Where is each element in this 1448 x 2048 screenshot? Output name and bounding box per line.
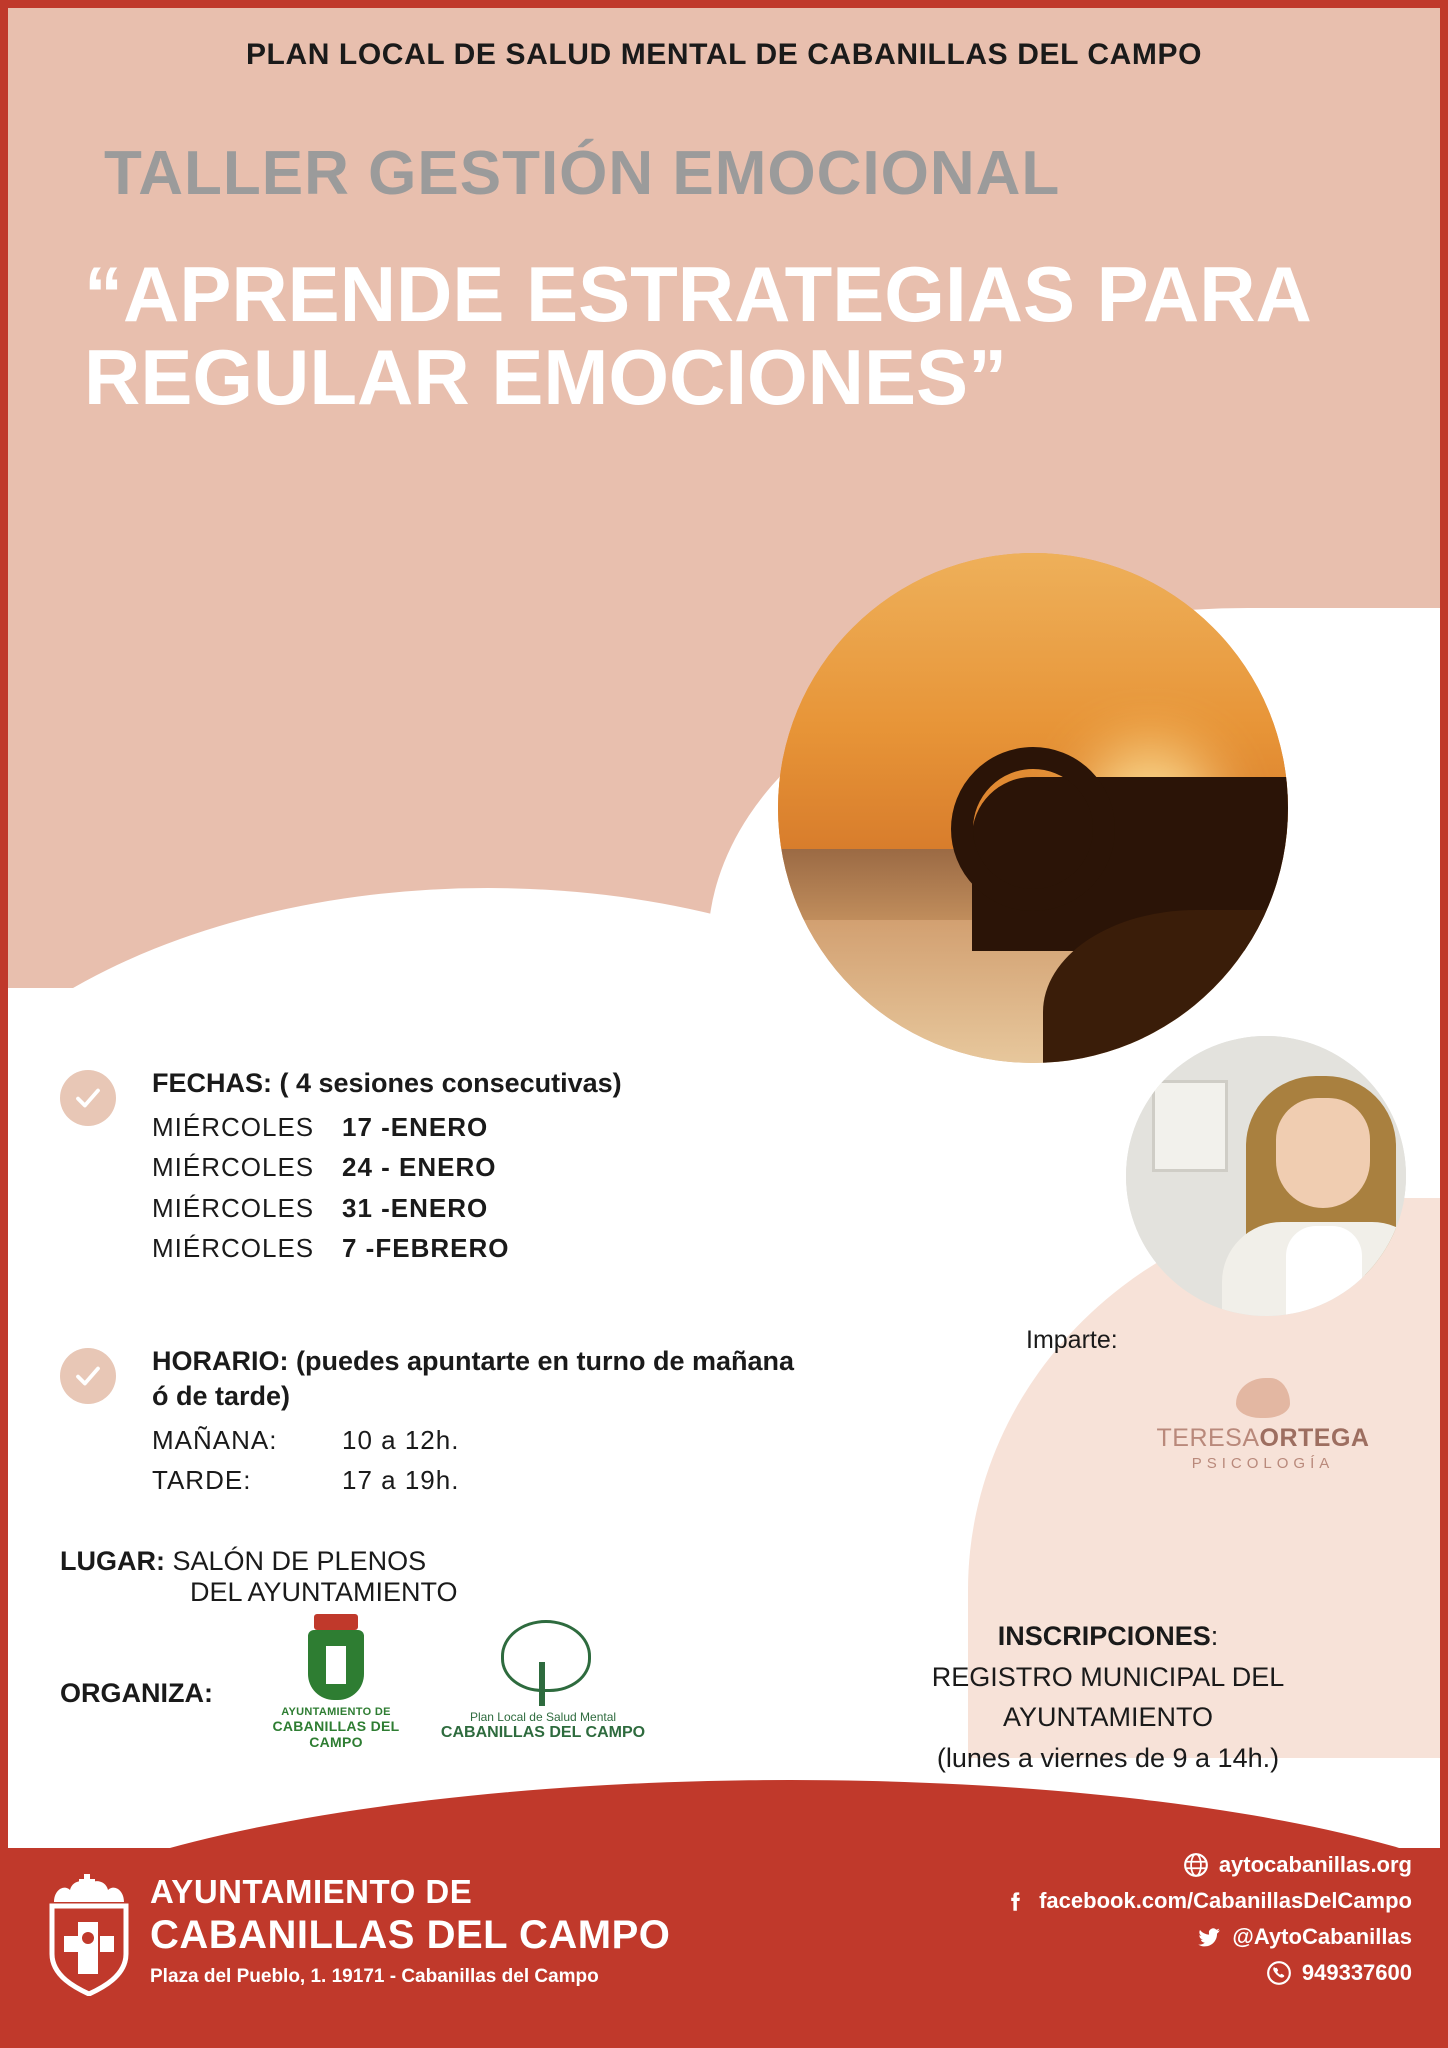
schedule-label: MAÑANA: [152,1425,278,1456]
facebook-icon [1003,1888,1029,1914]
schedule-title: HORARIO: (puedes apuntarte en turno de mañana ó de tarde) [152,1346,795,1412]
check-glyph [73,1083,103,1113]
tree-trunk [539,1662,545,1706]
date-value: 17 -ENERO [342,1112,489,1143]
contact-phone[interactable] [1003,1960,1412,1986]
contact-twitter[interactable] [1003,1924,1412,1950]
twitter-icon [1196,1924,1222,1950]
logo-plan-line1: Plan Local de Salud Mental [469,1710,617,1724]
poster-background [8,8,1440,2040]
tower-icon [326,1646,346,1684]
dates-list [152,1107,812,1268]
logo-ayto-line1: AYUNTAMIENTO DE [281,1706,391,1718]
place-line2: DEL AYUNTAMIENTO [190,1577,458,1607]
headline: “APRENDE ESTRATEGIAS PARA REGULAR EMOCIONES” [84,250,1309,422]
logo-ayuntamiento [266,1630,406,1750]
logo-plan-salud-mental [438,1620,648,1742]
place-line1: SALÓN DE PLENOS [172,1546,427,1576]
footer-name-line2: CABANILLAS DEL CAMPO [150,1913,671,1957]
list-item [152,1188,812,1228]
crown-icon [314,1614,358,1630]
coat-of-arms-icon [308,1630,364,1700]
dates-title: FECHAS: ( 4 sesiones consecutivas) [152,1068,622,1098]
schedule-value: 10 a 12h. [342,1425,460,1456]
list-item [152,1420,812,1460]
check-icon-dates [60,1070,116,1126]
tree-brain-icon [495,1620,591,1706]
schedule-list [152,1420,812,1501]
date-day: MIÉRCOLES [152,1192,315,1223]
date-value: 24 - ENERO [342,1152,497,1183]
presenter-name-first: TERESA [1156,1424,1260,1452]
footer-name-line1: AYUNTAMIENTO DE [150,1873,473,1910]
contact-facebook-text: facebook.com/CabanillasDelCampo [1039,1888,1412,1913]
date-value: 31 -ENERO [342,1192,489,1223]
presenter-name [1138,1424,1388,1453]
logo-plan-line2: CABANILLAS DEL CAMPO [440,1724,646,1741]
tree-crown [501,1620,591,1692]
list-item [152,1228,812,1268]
check-glyph [73,1361,103,1391]
presenter-shirt [1286,1226,1362,1316]
crest-glyph [34,1866,144,1996]
photo-hand-mudra [951,747,1115,911]
logo-ayto-line2: CABANILLAS DEL CAMPO [272,1718,400,1750]
registration-block [828,1616,1388,1778]
presenter-subtitle: PSICOLOGÍA [1191,1455,1335,1472]
date-day: MIÉRCOLES [152,1112,315,1143]
registration-line1: REGISTRO MUNICIPAL DEL [931,1661,1285,1692]
city-crest-icon [34,1866,144,1996]
place-label: LUGAR: [60,1546,165,1576]
list-item [152,1460,812,1500]
footer-address: Plaza del Pueblo, 1. 19171 - Cabanillas del Campo [150,1966,599,1987]
butterfly-icon [1236,1378,1290,1418]
contact-phone-text: 949337600 [1301,1960,1412,1985]
registration-line3: (lunes a viernes de 9 a 14h.) [936,1742,1280,1773]
date-day: MIÉRCOLES [152,1152,315,1183]
date-value: 7 -FEBRERO [342,1232,510,1263]
presenter-face [1276,1098,1370,1208]
list-item [152,1107,812,1147]
contact-facebook[interactable] [1003,1888,1412,1914]
organizer-label: ORGANIZA: [60,1678,213,1708]
registration-colon: : [1210,1621,1219,1651]
schedule-value: 17 a 19h. [342,1465,460,1496]
presenter-name-last: ORTEGA [1259,1424,1370,1452]
presenter-picture-frame [1152,1080,1228,1172]
place-block [60,1546,458,1608]
schedule-label: TARDE: [152,1465,252,1496]
presenter-logo [1138,1378,1388,1472]
presenter-photo [1126,1036,1406,1316]
check-icon-schedule [60,1348,116,1404]
workshop-label: TALLER GESTIÓN EMOCIONAL [104,139,1061,208]
page-title: PLAN LOCAL DE SALUD MENTAL DE CABANILLAS DEL CAMPO [245,38,1203,71]
contact-twitter-text: @AytoCabanillas [1232,1924,1412,1949]
list-item [152,1147,812,1187]
date-day: MIÉRCOLES [152,1232,315,1263]
footer-contacts [1003,1852,1412,1996]
contact-website-text: aytocabanillas.org [1218,1852,1412,1877]
globe-icon [1183,1852,1209,1878]
footer-identity [150,1873,670,1988]
presenter-label: Imparte: [1026,1326,1118,1354]
registration-title: INSCRIPCIONES [997,1621,1211,1651]
phone-icon [1266,1960,1292,1986]
yoga-sunset-photo [778,553,1288,1063]
registration-line2: AYUNTAMIENTO [1002,1702,1213,1732]
contact-website[interactable] [1003,1852,1412,1878]
